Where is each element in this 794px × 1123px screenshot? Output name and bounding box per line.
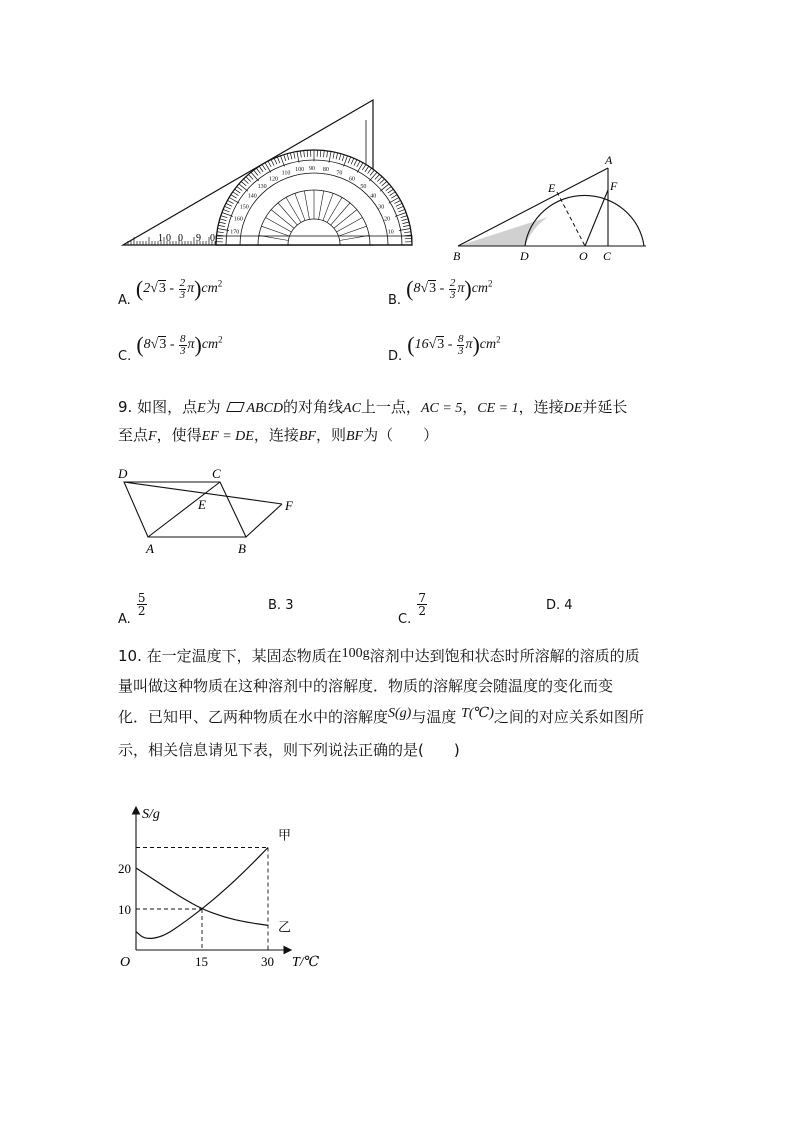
x-tick-0: 15 <box>195 954 208 969</box>
svg-text:150: 150 <box>239 204 249 211</box>
svg-text:140: 140 <box>247 193 257 200</box>
label-O: O <box>579 249 588 263</box>
svg-text:50: 50 <box>360 184 367 191</box>
label-B: B <box>453 249 461 263</box>
svg-text:70: 70 <box>336 170 343 177</box>
q8-option-d[interactable]: D. (16√3 - $\frac{8}{3}$ $\pi)cm^2$ <box>388 332 501 365</box>
parallelogram-figure <box>112 462 312 560</box>
solubility-chart <box>112 800 342 975</box>
q9-line-1: 9. 如图，点E为 ABCD的对角线AC上一点，AC = 5，CE = 1，连接DE并延长 <box>118 398 628 416</box>
label-B: B <box>238 541 246 556</box>
label-C: C <box>212 466 221 481</box>
svg-text:130: 130 <box>257 184 267 191</box>
x-tick-1: 30 <box>261 954 274 969</box>
svg-text:0: 0 <box>210 233 215 244</box>
svg-text:10: 10 <box>387 229 394 236</box>
q9-option-b[interactable]: B. 3 <box>268 598 294 613</box>
svg-text:1: 1 <box>158 233 163 244</box>
label-F: F <box>610 179 618 193</box>
svg-text:9: 9 <box>196 233 201 244</box>
label-D: D <box>118 466 128 481</box>
q9-line-2: 至点F，使得EF = DE，连接BF，则BF为（ ） <box>118 426 439 444</box>
y-tick-1: 20 <box>118 861 131 876</box>
q10-question <box>118 642 718 764</box>
label-E: E <box>548 181 556 195</box>
svg-text:30: 30 <box>378 204 385 211</box>
q9-option-c[interactable]: $_{C.}$ $\frac{7}{2}$ <box>398 591 426 627</box>
svg-text:110: 110 <box>281 170 291 177</box>
y-axis-label: S/g <box>142 807 160 822</box>
svg-text:90: 90 <box>309 166 315 172</box>
svg-text:160: 160 <box>233 216 243 223</box>
q10-line-3: 化．已知甲、乙两种物质在水中的溶解度S(g)与温度 T(℃)之间的对应关系如图所 <box>118 706 644 726</box>
label-A: A <box>146 541 154 556</box>
label-D: D <box>520 249 529 263</box>
q8-option-b[interactable]: B. (8√3 - $\frac{2}{3}$ $\pi)cm^2$ <box>388 276 493 309</box>
label-F: F <box>285 498 293 513</box>
x-axis-label: T/℃ <box>292 955 320 970</box>
q10-line-2: 量叫做这种物质在这种溶剂中的溶解度．物质的溶解度会随温度的变化而变 <box>118 677 614 695</box>
svg-text:100: 100 <box>295 167 305 174</box>
q10-line-4: 示，相关信息请见下表，则下列说法正确的是( ) <box>118 741 460 759</box>
svg-text:0: 0 <box>178 233 183 244</box>
semicircle-figure <box>448 150 658 265</box>
svg-text:40: 40 <box>370 193 377 200</box>
svg-text:170: 170 <box>230 229 240 236</box>
svg-text:20: 20 <box>384 216 391 223</box>
svg-text:80: 80 <box>322 167 329 174</box>
q9-option-d[interactable]: D. 4 <box>546 598 573 613</box>
svg-text:120: 120 <box>269 176 278 183</box>
series-label-1: 乙 <box>278 919 292 935</box>
q9-option-a[interactable]: $_{A.}$ $\frac{5}{2}$ <box>118 591 146 627</box>
q8-option-a[interactable]: A. (2√3 - $\frac{2}{3}$ $\pi)cm^2$ <box>118 276 223 309</box>
series-label-0: 甲 <box>278 827 292 843</box>
svg-text:60: 60 <box>349 176 355 183</box>
label-E: E <box>198 497 206 512</box>
q10-line-1: 10. 在一定温度下，某固态物质在100g溶剂中达到饱和状态时所溶解的溶质的质 <box>118 646 640 665</box>
q9-question <box>118 396 698 448</box>
protractor-figure <box>118 95 418 251</box>
q8-option-c[interactable]: C. (8√3 - $\frac{8}{3}$ $\pi)cm^2$ <box>118 332 223 365</box>
origin-label: O <box>120 955 131 970</box>
svg-text:0: 0 <box>166 233 171 244</box>
label-A: A <box>605 153 613 167</box>
parallelogram-icon <box>227 402 246 412</box>
label-C: C <box>603 249 612 263</box>
y-tick-0: 10 <box>118 902 131 917</box>
